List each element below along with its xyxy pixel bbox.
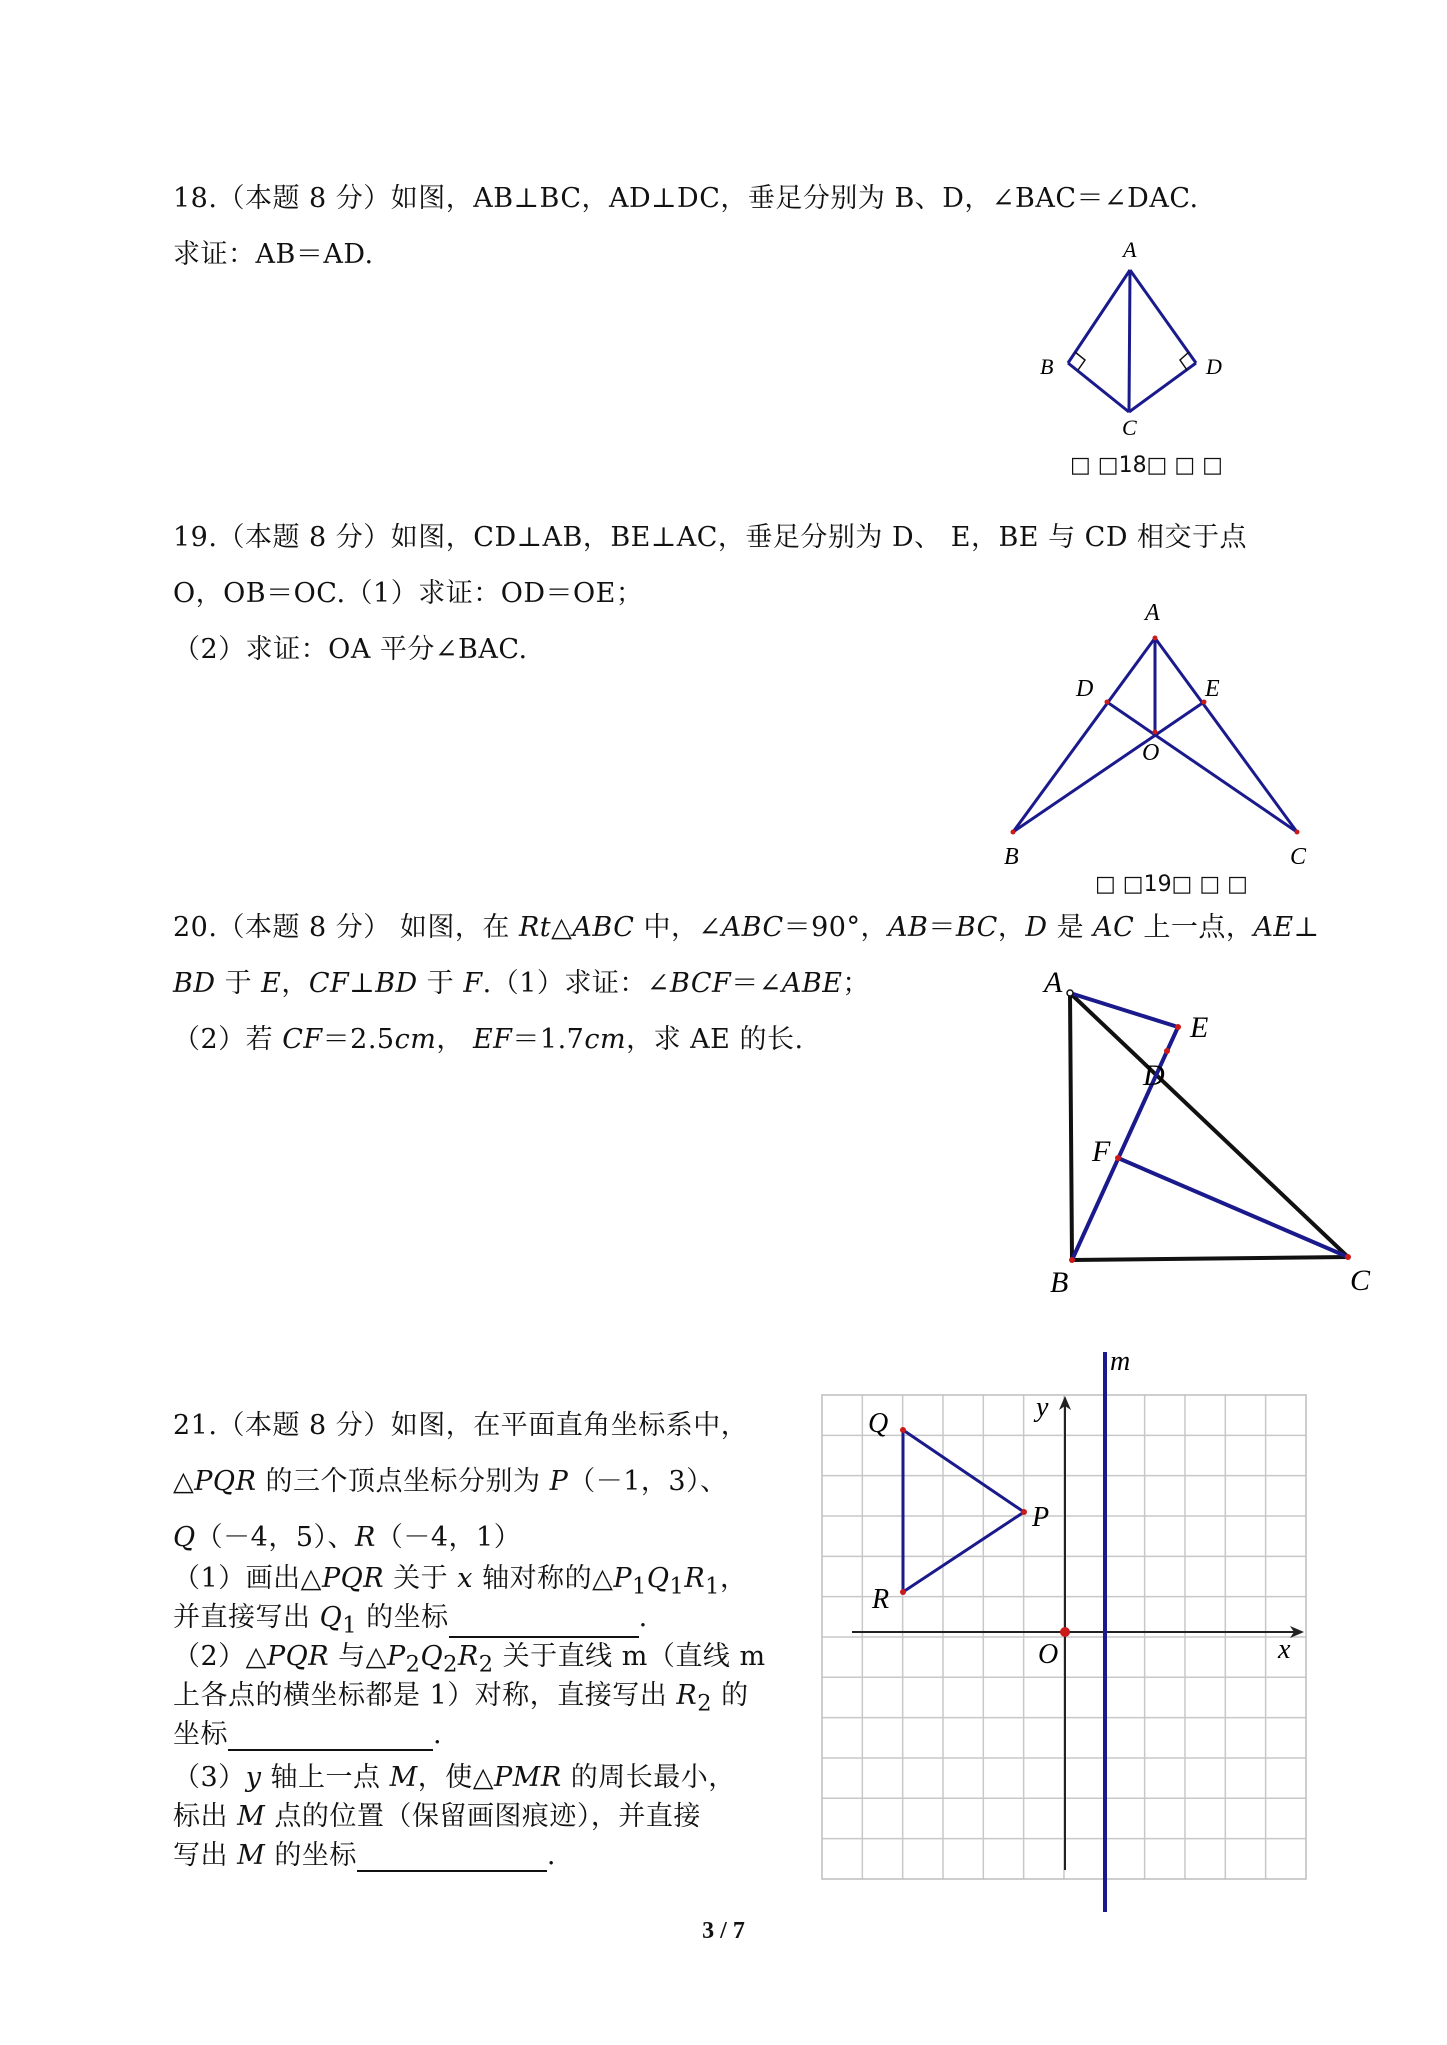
q20-label-e: E xyxy=(1190,1011,1209,1044)
q20-t1d: ∠ABC xyxy=(698,912,784,943)
q21-t6c: 与△ xyxy=(329,1641,387,1672)
q19-seg-be xyxy=(1013,702,1204,832)
q19-figure-caption: □ □19□ □ □ xyxy=(1095,872,1248,897)
q21-line8 xyxy=(173,1712,442,1751)
q21-t7a: 上各点的横坐标都是 1）对称，直接写出 xyxy=(173,1680,677,1711)
q19-label-d: D xyxy=(1076,676,1094,702)
q21-t11d: . xyxy=(546,1840,556,1871)
q21-t4f: P xyxy=(613,1563,633,1594)
q20-seg-ab xyxy=(1070,993,1072,1260)
q20-t1o: ⊥ xyxy=(1293,912,1320,943)
q20-label-a: A xyxy=(1044,966,1063,999)
q21-t6e: 2 xyxy=(405,1651,421,1678)
q20-t2g: BD xyxy=(375,968,418,999)
q20-seg-ac xyxy=(1070,993,1348,1257)
q21-t4h: Q xyxy=(646,1563,670,1594)
q21-t2e: （－1，3）、 xyxy=(568,1466,728,1497)
q20-t1n: AE xyxy=(1253,912,1294,943)
q21-point-q xyxy=(900,1427,906,1433)
q21-t4g: 1 xyxy=(632,1573,647,1600)
q20-t2n: ； xyxy=(842,968,870,999)
q19-point-b xyxy=(1011,830,1016,835)
q21-label-m: m xyxy=(1110,1346,1131,1377)
q20-t3f: EF xyxy=(472,1024,513,1055)
q21-t6f: Q xyxy=(420,1641,444,1672)
q21-t4k: 1 xyxy=(705,1573,720,1600)
q18-label-d: D xyxy=(1206,354,1222,379)
q21-t7b: R xyxy=(676,1680,698,1711)
q21-t4a: （1）画出△ xyxy=(173,1563,322,1594)
q21-line6 xyxy=(173,1634,766,1677)
q21-t3b: （－4，5）、 xyxy=(195,1522,355,1553)
q20-t2i: F xyxy=(463,968,483,999)
q19-label-e: E xyxy=(1205,676,1220,702)
q21-line2 xyxy=(173,1459,728,1498)
q21-t5e: . xyxy=(638,1602,648,1633)
q21-label-p: P xyxy=(1032,1502,1050,1533)
q18-label-c: C xyxy=(1122,415,1137,440)
q20-t2c: E xyxy=(261,968,282,999)
q21-t4l: ， xyxy=(720,1563,748,1594)
q20-t1m: 上一点， xyxy=(1134,912,1254,943)
q21-t9g: 的周长最小， xyxy=(561,1762,736,1793)
q21-point-r xyxy=(900,1589,906,1595)
q21-t8a: 坐标 xyxy=(173,1719,228,1750)
q20-t1b: Rt△ABC xyxy=(518,912,635,943)
q19-seg-ac xyxy=(1155,638,1297,832)
q21-t8b: . xyxy=(433,1719,443,1750)
q20-t3c: ＝2.5 xyxy=(322,1024,395,1055)
q21-answer-blank-3[interactable] xyxy=(357,1844,547,1872)
q20-point-a xyxy=(1067,990,1073,996)
q21-point-p xyxy=(1021,1509,1027,1515)
q19-point-d xyxy=(1105,700,1110,705)
q21-answer-blank-2[interactable] xyxy=(228,1723,433,1751)
q18-label-a: A xyxy=(1123,237,1137,262)
q21-line9 xyxy=(173,1755,736,1794)
q20-t3h: cm xyxy=(584,1024,627,1055)
q20-label-b: B xyxy=(1050,1266,1069,1299)
q21-t6g: 2 xyxy=(443,1651,458,1678)
q20-t3g: ＝1.7 xyxy=(512,1024,585,1055)
q20-t1g: ＝ xyxy=(928,912,956,943)
q18-line2: 求证：AB＝AD. xyxy=(173,239,374,270)
q21-coordinate-grid xyxy=(800,1340,1320,1920)
q21-t6d: P xyxy=(386,1641,406,1672)
q21-t4j: R xyxy=(684,1563,706,1594)
q21-origin-point xyxy=(1060,1627,1070,1637)
q20-t2k: ∠BCF xyxy=(646,968,732,999)
q18-seg-bc xyxy=(1068,363,1129,412)
q21-t6j: 关于直线 m（直线 m xyxy=(493,1641,766,1672)
q21-t10a: 标出 xyxy=(173,1801,238,1832)
q21-line10 xyxy=(173,1794,701,1833)
q21-t9d: M xyxy=(389,1762,418,1793)
q20-t1l: AC xyxy=(1093,912,1135,943)
q20-t3b: CF xyxy=(282,1024,323,1055)
q20-t1h: BC xyxy=(955,912,998,943)
q20-t3e: ， xyxy=(436,1024,473,1055)
q21-label-r: R xyxy=(872,1584,890,1615)
q21-t2d: P xyxy=(549,1466,569,1497)
q20-t1f: AB xyxy=(887,912,929,943)
q21-t11a: 写出 xyxy=(173,1840,238,1871)
q21-t9a: （3） xyxy=(173,1762,246,1793)
q21-t7c: 2 xyxy=(697,1690,713,1717)
q20-label-c: C xyxy=(1350,1264,1371,1297)
page-number: 3 / 7 xyxy=(702,1918,745,1944)
q20-t2e: CF xyxy=(308,968,350,999)
q20-t2a: BD xyxy=(173,968,216,999)
q21-t5c: 1 xyxy=(342,1612,358,1639)
q20-point-b xyxy=(1069,1257,1075,1263)
q20-t1c: 中， xyxy=(634,912,699,943)
q20-seg-bc xyxy=(1072,1257,1348,1260)
q19-seg-cd xyxy=(1107,702,1297,832)
q21-line7 xyxy=(173,1673,749,1716)
q21-t4i: 1 xyxy=(669,1573,685,1600)
q21-t9c: 轴上一点 xyxy=(261,1762,390,1793)
q20-line2 xyxy=(173,961,870,1000)
q21-t2a: △ xyxy=(173,1466,195,1497)
q21-t3d: （－4，1） xyxy=(375,1522,522,1553)
q21-t2c: 的三个顶点坐标分别为 xyxy=(256,1466,550,1497)
q18-right-angle-b xyxy=(1075,352,1085,370)
q18-seg-ac xyxy=(1129,270,1130,412)
q20-t2l: ＝ xyxy=(731,968,759,999)
q21-triangle-pqr xyxy=(903,1430,1024,1592)
q19-line1: 19.（本题 8 分）如图，CD⊥AB，BE⊥AC，垂足分别为 D、 E，BE 与 CD 相交于点 xyxy=(173,522,1248,553)
q21-label-x: x xyxy=(1278,1634,1291,1665)
q21-t6i: 2 xyxy=(478,1651,494,1678)
q21-line11 xyxy=(173,1833,556,1872)
q20-point-e xyxy=(1175,1024,1181,1030)
q20-line1 xyxy=(173,905,1320,944)
q20-t1j: D xyxy=(1025,912,1048,943)
q20-t3i: ，求 AE 的长. xyxy=(626,1024,804,1055)
q19-label-a: A xyxy=(1145,600,1160,626)
q20-t1a: 20.（本题 8 分） 如图，在 xyxy=(173,912,519,943)
q20-t2j: .（1）求证： xyxy=(482,968,647,999)
q19-label-c: C xyxy=(1290,844,1307,870)
q20-line3 xyxy=(173,1017,804,1056)
q20-point-f xyxy=(1115,1155,1121,1161)
q21-t4b: PQR xyxy=(321,1563,385,1594)
q21-t2b: PQR xyxy=(194,1466,257,1497)
q19-line2: O，OB＝OC.（1）求证：OD＝OE； xyxy=(173,578,644,609)
q21-t10b: M xyxy=(237,1801,266,1832)
q21-t5b: Q xyxy=(319,1602,343,1633)
q20-label-f: F xyxy=(1092,1135,1111,1168)
q21-t5d: 的坐标 xyxy=(357,1602,449,1633)
q20-t3d: cm xyxy=(394,1024,437,1055)
q21-t5a: 并直接写出 xyxy=(173,1602,320,1633)
q21-t3c: R xyxy=(355,1522,376,1553)
q20-point-d xyxy=(1164,1048,1170,1054)
q20-t1e: ＝90°， xyxy=(783,912,888,943)
q21-t9e: ，使△ xyxy=(417,1762,495,1793)
q21-t3a: Q xyxy=(173,1522,196,1553)
q21-t9f: PMR xyxy=(494,1762,562,1793)
q21-t4d: x xyxy=(457,1563,473,1594)
q19-label-b: B xyxy=(1004,844,1019,870)
q20-t2f: ⊥ xyxy=(349,968,376,999)
q21-label-y: y xyxy=(1036,1392,1049,1423)
q21-t11c: 的坐标 xyxy=(265,1840,357,1871)
q18-seg-dc xyxy=(1129,363,1196,412)
q19-label-o: O xyxy=(1142,740,1160,766)
q19-seg-ab xyxy=(1013,638,1155,832)
q21-t4c: 关于 xyxy=(384,1563,458,1594)
q19-line3: （2）求证：OA 平分∠BAC. xyxy=(173,634,528,665)
q18-figure xyxy=(1030,235,1250,445)
q21-line5 xyxy=(173,1595,648,1638)
q21-t6b: PQR xyxy=(266,1641,330,1672)
q20-t2m: ∠ABE xyxy=(758,968,843,999)
q21-t4e: 轴对称的△ xyxy=(473,1563,614,1594)
q20-seg-cf xyxy=(1118,1158,1348,1257)
q21-line1: 21.（本题 8 分）如图，在平面直角坐标系中， xyxy=(173,1410,749,1441)
q20-t1i: ， xyxy=(997,912,1026,943)
q20-t1k: 是 xyxy=(1047,912,1094,943)
q19-point-c xyxy=(1295,830,1300,835)
q21-line4 xyxy=(173,1556,748,1599)
q18-label-b: B xyxy=(1040,354,1054,379)
q20-t2h: 于 xyxy=(417,968,464,999)
q21-line3 xyxy=(173,1515,521,1554)
q20-point-c xyxy=(1345,1254,1351,1260)
q21-t11b: M xyxy=(237,1840,266,1871)
q21-label-q: Q xyxy=(868,1408,889,1439)
q21-t7d: 的 xyxy=(712,1680,749,1711)
q18-seg-ab xyxy=(1068,270,1130,363)
q20-t2d: ， xyxy=(281,968,309,999)
q20-label-d: D xyxy=(1143,1059,1165,1092)
q20-t3a: （2）若 xyxy=(173,1024,283,1055)
q21-label-o: O xyxy=(1038,1639,1059,1670)
q18-seg-ad xyxy=(1130,270,1196,363)
q18-figure-caption: □ □18□ □ □ xyxy=(1070,453,1223,478)
q19-figure xyxy=(990,600,1340,880)
q18-line1: 18.（本题 8 分）如图，AB⊥BC，AD⊥DC，垂足分别为 B、D，∠BAC＝∠DAC. xyxy=(173,183,1199,214)
q21-t9b: y xyxy=(245,1762,262,1793)
q20-figure xyxy=(1030,955,1390,1315)
q21-t6a: （2）△ xyxy=(173,1641,267,1672)
q19-point-o xyxy=(1153,730,1158,735)
q21-t6h: R xyxy=(457,1641,479,1672)
q21-t10c: 点的位置（保留画图痕迹），并直接 xyxy=(265,1801,701,1832)
q19-point-a xyxy=(1153,636,1158,641)
q20-t2b: 于 xyxy=(215,968,262,999)
